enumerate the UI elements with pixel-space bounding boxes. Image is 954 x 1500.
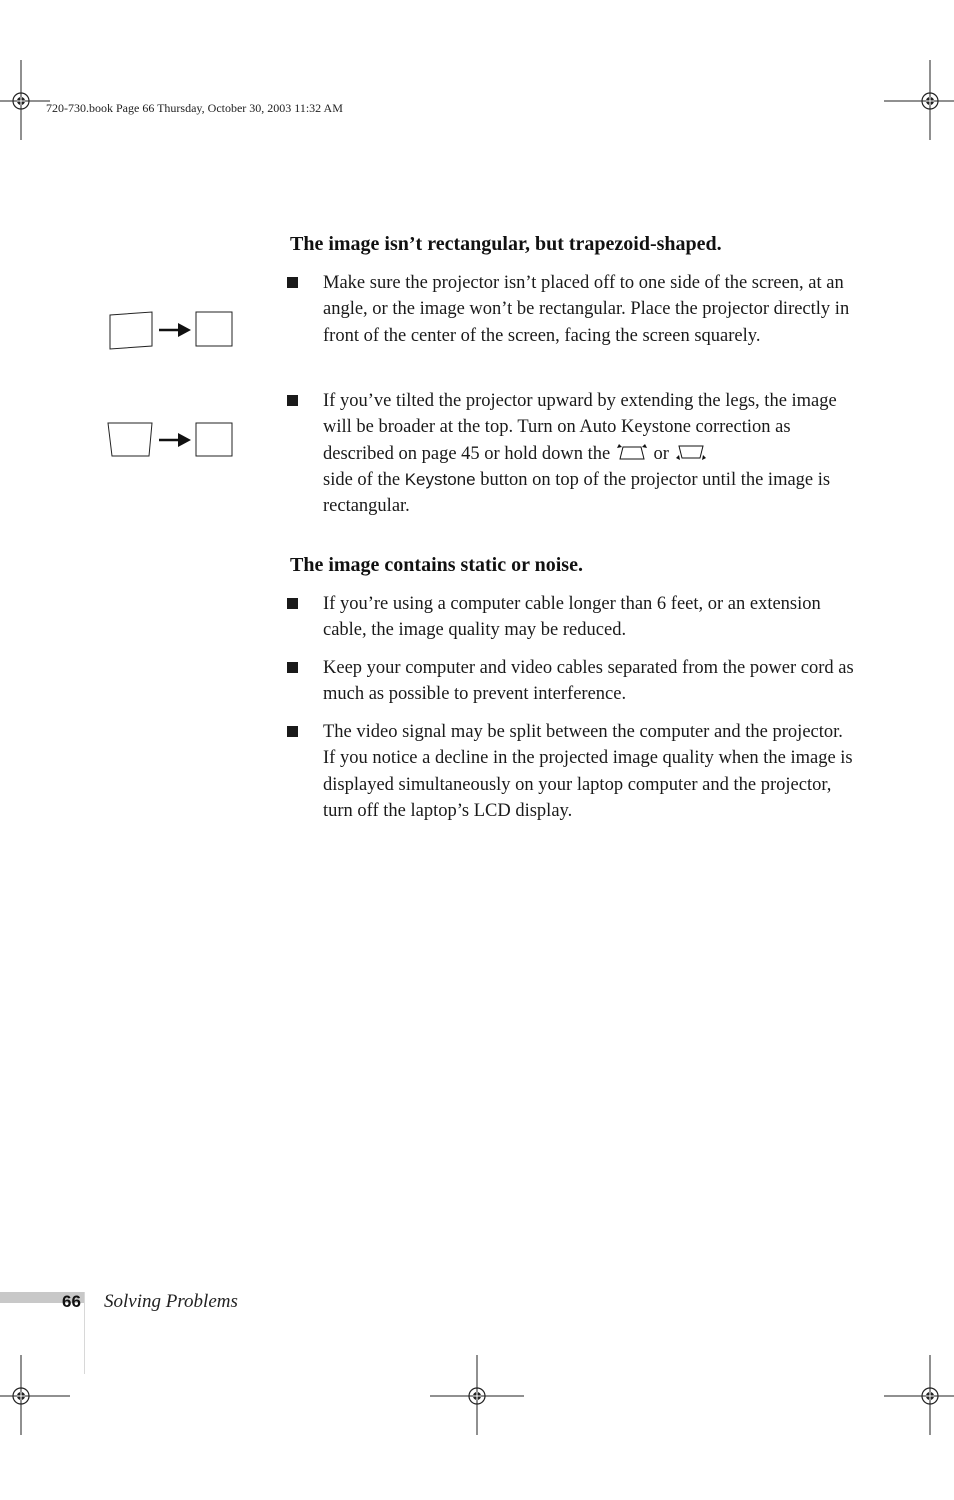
list-item (287, 655, 859, 708)
list-item-text: If you’re using a computer cable longer than 6 feet, or an extension cable, the image quality may be reduced. (323, 594, 821, 641)
list-item (287, 270, 859, 349)
list-item-text-part: side of the (323, 469, 401, 490)
list-item-text (323, 388, 859, 519)
section-title-trapezoid: The image isn’t rectangular, but trapezoid-shaped. (290, 233, 722, 255)
crop-mark-icon (0, 60, 50, 140)
bullet-marker (287, 726, 298, 737)
page-number: 66 (62, 1292, 81, 1311)
crop-mark-icon (884, 60, 954, 140)
crop-mark-icon (430, 1355, 524, 1435)
bullet-marker (287, 598, 298, 609)
side-angle-correction-diagram (104, 309, 236, 351)
crop-mark-icon (0, 1355, 70, 1435)
list-item-text-part: button on top of the projector until the image is rectangular. (323, 469, 831, 517)
list-item (287, 719, 859, 824)
tilt-correction-diagram (104, 420, 236, 462)
section-title-static-noise: The image contains static or noise. (290, 554, 583, 576)
keystone-button-label: Keystone (404, 469, 476, 489)
footer-divider (84, 1292, 85, 1374)
list-item-text: Keep your computer and video cables separated from the power cord as much as possible to prevent interference. (323, 658, 854, 705)
list-item (287, 388, 859, 519)
bullet-marker (287, 662, 298, 673)
list-item-text: Make sure the projector isn’t placed off to one side of the screen, at an angle, or the image won’t be rectangular. Place the projector directly in front of the center of the screen, facing the screen squarely. (323, 273, 850, 346)
list-item-text-part: or (653, 443, 669, 464)
chapter-title: Solving Problems (104, 1291, 238, 1312)
bullet-marker (287, 395, 298, 406)
bullet-marker (287, 277, 298, 288)
list-item-text: The video signal may be split between the computer and the projector. If you notice a decline in the projected image quality when the image is displayed simultaneously on your laptop computer and the projector, turn off the laptop’s LCD display. (323, 722, 853, 821)
keystone-down-icon (674, 442, 708, 462)
list-item (287, 591, 859, 644)
list-item-text-part: If you’ve tilted the projector upward by extending the legs, the image will be broader at the top. Turn on Auto Keystone correction as described on page 45 or hold down the (323, 391, 837, 464)
crop-mark-icon (884, 1355, 954, 1435)
file-info: 720-730.book Page 66 Thursday, October 30, 2003 11:32 AM (46, 101, 343, 115)
keystone-up-icon (615, 442, 649, 462)
